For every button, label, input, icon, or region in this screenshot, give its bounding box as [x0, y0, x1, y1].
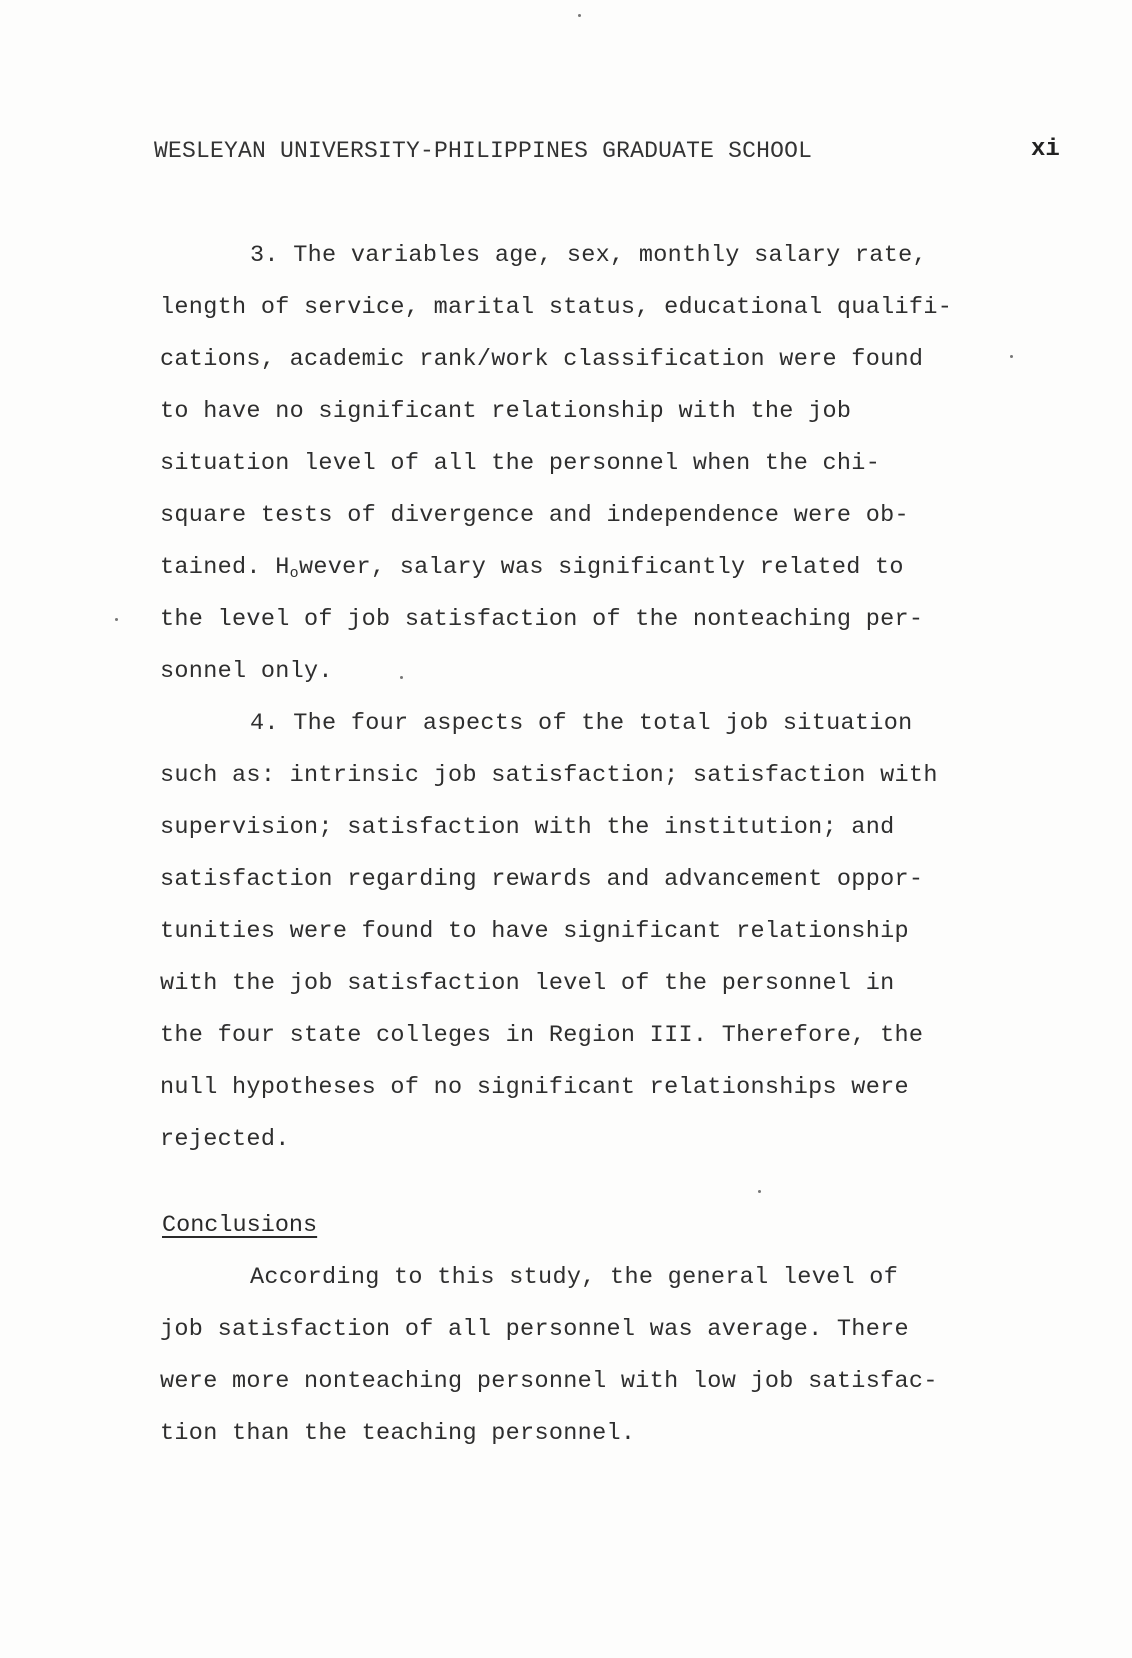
page-number: xi: [1031, 136, 1060, 163]
conclusions-line-1: According to this study, the general level of: [250, 1264, 899, 1291]
conclusions-line-3: were more nonteaching personnel with low job satisfac-: [160, 1368, 938, 1395]
item4-line-7: the four state colleges in Region III. Therefore, the: [160, 1022, 924, 1049]
item4-line-1: 4. The four aspects of the total job situation: [250, 710, 913, 737]
item3-line-7-end: wever, salary was significantly related to: [298, 554, 904, 581]
item3-line-7: [160, 554, 904, 582]
item3-line-6: square tests of divergence and independence were ob-: [160, 502, 909, 529]
item3-line-7-start: tained. H: [160, 554, 290, 581]
item4-line-3: supervision; satisfaction with the institution; and: [160, 814, 895, 841]
item3-line-5: situation level of all the personnel when the chi-: [160, 450, 881, 477]
conclusions-line-4: tion than the teaching personnel.: [160, 1420, 636, 1447]
conclusions-heading: Conclusions: [162, 1212, 318, 1239]
scan-speck: [400, 676, 403, 679]
item3-line-9: sonnel only.: [160, 658, 333, 685]
scan-speck: [758, 1190, 761, 1193]
item3-line-8: the level of job satisfaction of the nonteaching per-: [160, 606, 924, 633]
scan-speck: [115, 618, 118, 621]
page-header: WESLEYAN UNIVERSITY-PHILIPPINES GRADUATE SCHOOL: [154, 138, 813, 164]
item3-line-2: length of service, marital status, educational qualifi-: [160, 294, 953, 321]
scan-speck: [1010, 355, 1013, 358]
item4-line-4: satisfaction regarding rewards and advancement oppor-: [160, 866, 924, 893]
item4-line-2: such as: intrinsic job satisfaction; satisfaction with: [160, 762, 938, 789]
subscript-o: o: [289, 565, 299, 582]
item4-line-6: with the job satisfaction level of the personnel in: [160, 970, 895, 997]
item4-line-9: rejected.: [160, 1126, 290, 1153]
scan-speck: [578, 14, 581, 17]
item3-line-3: cations, academic rank/work classification were found: [160, 346, 924, 373]
conclusions-line-2: job satisfaction of all personnel was average. There: [160, 1316, 909, 1343]
item4-line-8: null hypotheses of no significant relationships were: [160, 1074, 909, 1101]
item3-line-1: 3. The variables age, sex, monthly salary rate,: [250, 242, 927, 269]
item3-line-4: to have no significant relationship with the job: [160, 398, 852, 425]
item4-line-5: tunities were found to have significant relationship: [160, 918, 909, 945]
